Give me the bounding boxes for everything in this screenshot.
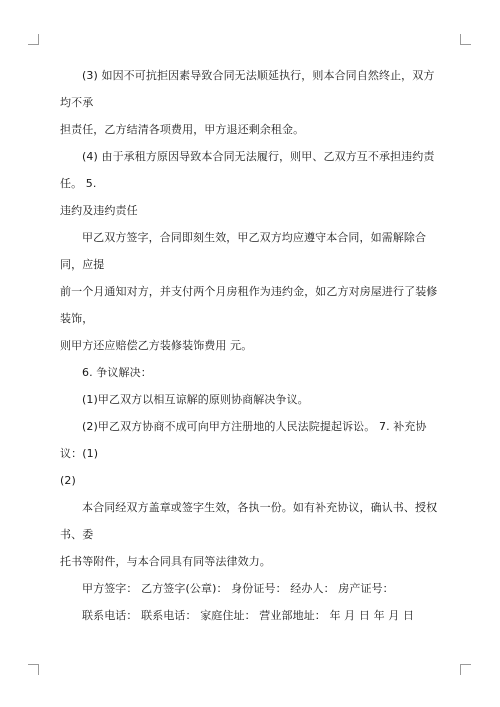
text-line: (4) 由于承租方原因导致本合同无法履行，则甲、乙双方互不承担违约责任。 5.: [60, 150, 435, 190]
text-line: (2): [60, 474, 76, 487]
text-line: (1)甲乙双方以相互谅解的原则协商解决争议。: [82, 393, 309, 406]
signature-fields-line: 甲方签字： 乙方签字(公章)： 身份证号： 经办人： 房产证号：: [82, 582, 394, 595]
text-line: 违约及违约责任: [60, 204, 138, 217]
text-line: 担责任，乙方结清各项费用，甲方退还剩余租金。: [60, 123, 305, 136]
page-corner-mark-top-left: [28, 34, 39, 45]
text-line: 前一个月通知对方，并支付两个月房租作为违约金，如乙方对房屋进行了装修装饰，: [60, 285, 438, 325]
text-line: 本合同经双方盖章或签字生效，各执一份。如有补充协议，确认书、授权书、委: [60, 501, 438, 541]
contact-fields-line: 联系电话： 联系电话： 家庭住址： 营业部地址： 年 月 日 年 月 日: [82, 609, 415, 622]
text-line: (3) 如因不可抗拒因素导致合同无法顺延执行，则本合同自然终止，双方均不承: [60, 69, 435, 109]
text-line: 托书等附件，与本合同具有同等法律效力。: [60, 555, 271, 568]
page-corner-mark-bottom-right: [460, 664, 471, 675]
document-page: [60, 62, 440, 629]
text-line: 则甲方还应赔偿乙方装修装饰费用 元。: [60, 339, 253, 352]
text-line: 6. 争议解决：: [82, 366, 152, 379]
page-corner-mark-top-right: [460, 34, 471, 45]
text-line: 甲乙双方签字，合同即刻生效，甲乙双方均应遵守本合同，如需解除合同，应提: [60, 231, 427, 271]
text-line: (2)甲乙双方协商不成可向甲方注册地的人民法院提起诉讼。 7. 补充协议：(1): [60, 420, 427, 460]
page-corner-mark-bottom-left: [28, 664, 39, 675]
